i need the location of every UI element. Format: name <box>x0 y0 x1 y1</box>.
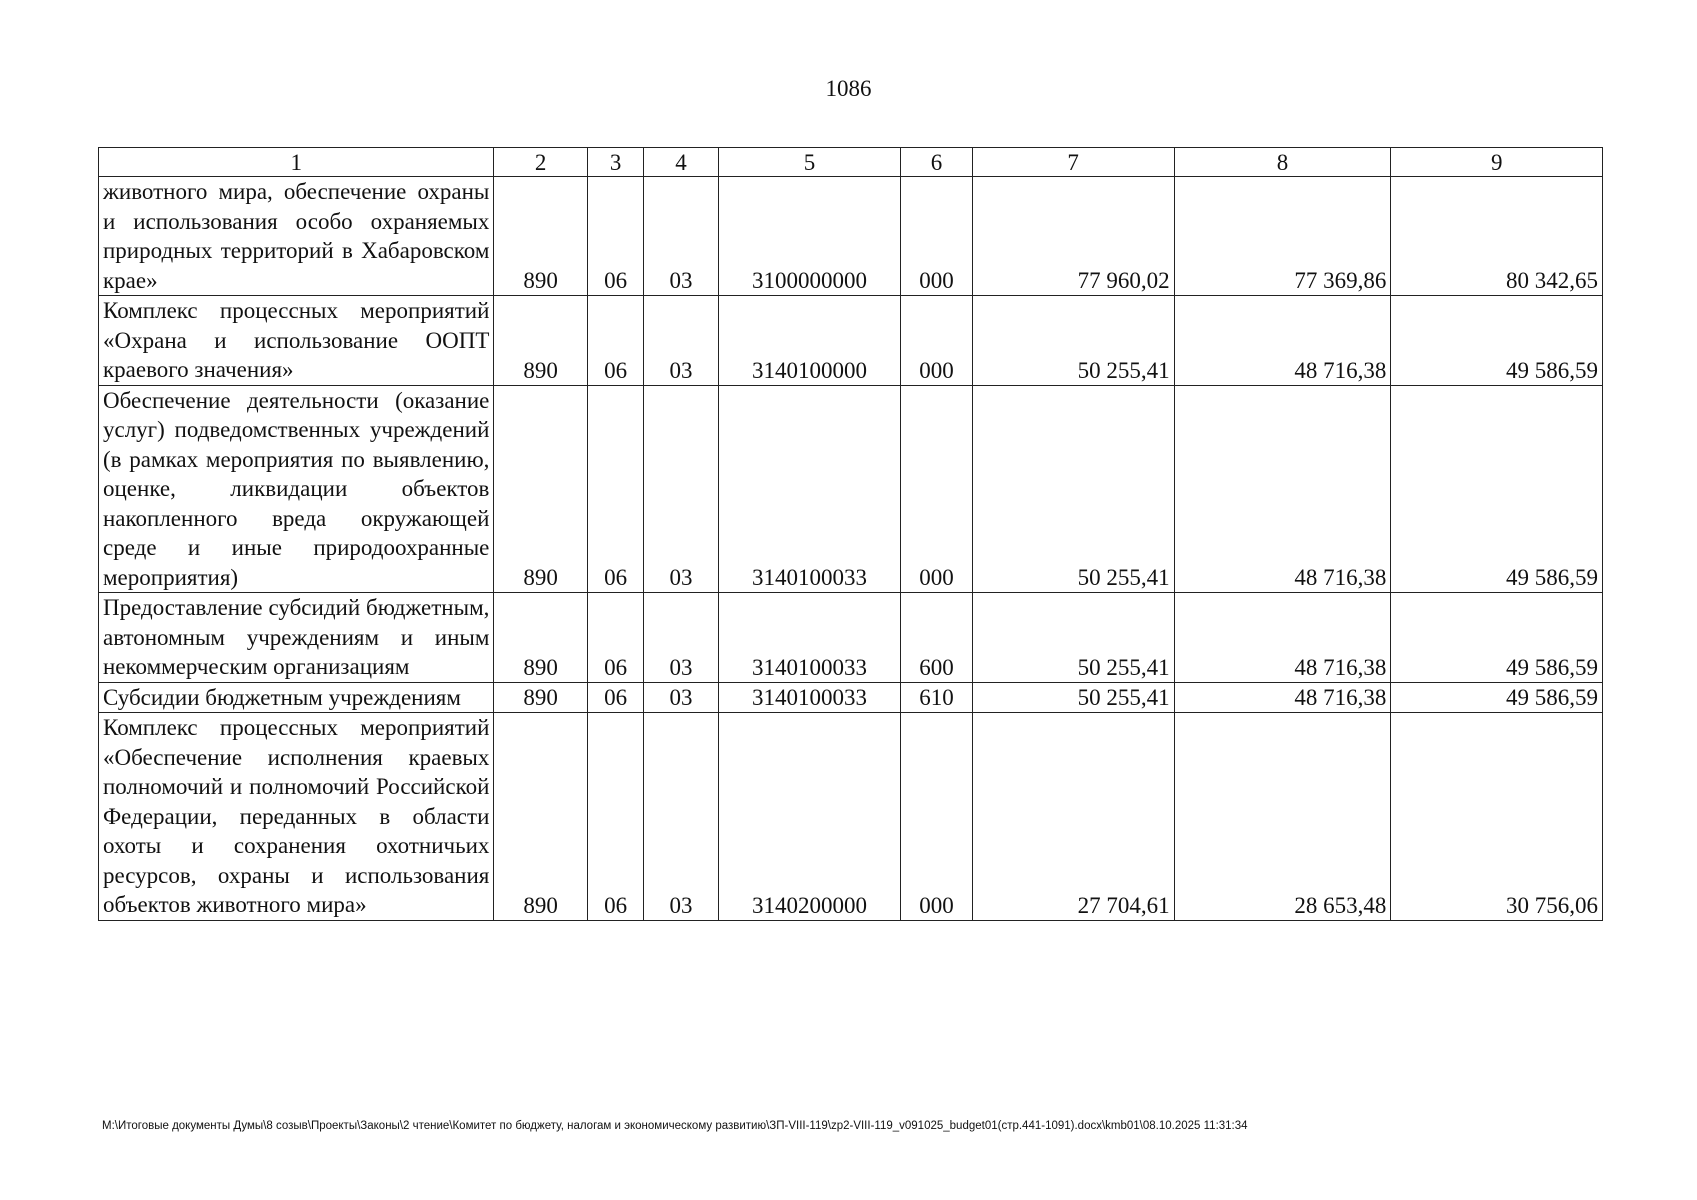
subsection-code: 03 <box>644 713 718 921</box>
ministry-code: 890 <box>494 385 588 593</box>
amount-column-7: 50 255,41 <box>972 296 1174 386</box>
expense-type-code: 000 <box>901 713 972 921</box>
column-header: 3 <box>587 148 643 177</box>
subsection-code: 03 <box>644 593 718 683</box>
ministry-code: 890 <box>494 177 588 296</box>
amount-column-8: 48 716,38 <box>1174 296 1391 386</box>
ministry-code: 890 <box>494 296 588 386</box>
amount-column-7: 50 255,41 <box>972 682 1174 713</box>
expense-type-code: 600 <box>901 593 972 683</box>
table-row <box>99 713 1603 921</box>
subsection-code: 03 <box>644 296 718 386</box>
subsection-code: 03 <box>644 682 718 713</box>
amount-column-8: 28 653,48 <box>1174 713 1391 921</box>
amount-column-8: 48 716,38 <box>1174 682 1391 713</box>
target-article-code: 3140100000 <box>718 296 901 386</box>
section-code: 06 <box>587 385 643 593</box>
amount-column-9: 49 586,59 <box>1391 296 1603 386</box>
column-header: 2 <box>494 148 588 177</box>
table-row <box>99 177 1603 296</box>
target-article-code: 3140100033 <box>718 385 901 593</box>
ministry-code: 890 <box>494 593 588 683</box>
row-description: животного мира, обеспечение охраны и использования особо охраняемых природных территорий в Хабаровском крае» <box>99 177 494 296</box>
amount-column-9: 49 586,59 <box>1391 593 1603 683</box>
row-description: Предоставление субсидий бюджетным, автономным учреждениям и иным некоммерческим организациям <box>99 593 494 683</box>
budget-table <box>98 147 1603 921</box>
column-header: 9 <box>1391 148 1603 177</box>
amount-column-9: 49 586,59 <box>1391 385 1603 593</box>
row-description: Субсидии бюджетным учреждениям <box>99 682 494 713</box>
ministry-code: 890 <box>494 682 588 713</box>
column-header: 5 <box>718 148 901 177</box>
section-code: 06 <box>587 682 643 713</box>
section-code: 06 <box>587 177 643 296</box>
amount-column-7: 27 704,61 <box>972 713 1174 921</box>
amount-column-8: 77 369,86 <box>1174 177 1391 296</box>
column-header: 6 <box>901 148 972 177</box>
subsection-code: 03 <box>644 385 718 593</box>
column-header: 7 <box>972 148 1174 177</box>
column-number-header-row <box>99 148 1603 177</box>
target-article-code: 3140100033 <box>718 682 901 713</box>
row-description: Комплекс процессных мероприятий «Охрана и использование ООПТ краевого значения» <box>99 296 494 386</box>
row-description: Комплекс процессных мероприятий «Обеспечение исполнения краевых полномочий и полномочий Российской Федерации, переданных в области охоты и сохранения охотничьих ресурсов, охраны и использования объектов животного мира» <box>99 713 494 921</box>
column-header: 4 <box>644 148 718 177</box>
amount-column-8: 48 716,38 <box>1174 593 1391 683</box>
expense-type-code: 000 <box>901 177 972 296</box>
table-row <box>99 682 1603 713</box>
target-article-code: 3140200000 <box>718 713 901 921</box>
subsection-code: 03 <box>644 177 718 296</box>
table-row <box>99 593 1603 683</box>
ministry-code: 890 <box>494 713 588 921</box>
row-description: Обеспечение деятельности (оказание услуг) подведомственных учреждений (в рамках мероприятия по выявлению, оценке, ликвидации объектов накопленного вреда окружающей среде и иные природоохранные мероприятия) <box>99 385 494 593</box>
expense-type-code: 000 <box>901 296 972 386</box>
amount-column-9: 49 586,59 <box>1391 682 1603 713</box>
footer-file-path: M:\Итоговые документы Думы\8 созыв\Проекты\Законы\2 чтение\Комитет по бюджету, налогам и экономическому развитию\ЗП-VIII-119\zp2-VIII-119_v091025_budget01(стр.441-1091).docx\kmb01\08.10.2025 11:31:34 <box>102 1120 1248 1132</box>
target-article-code: 3100000000 <box>718 177 901 296</box>
amount-column-7: 50 255,41 <box>972 385 1174 593</box>
section-code: 06 <box>587 296 643 386</box>
expense-type-code: 610 <box>901 682 972 713</box>
table-row <box>99 296 1603 386</box>
table-row <box>99 385 1603 593</box>
amount-column-9: 30 756,06 <box>1391 713 1603 921</box>
amount-column-7: 50 255,41 <box>972 593 1174 683</box>
target-article-code: 3140100033 <box>718 593 901 683</box>
page-number: 1086 <box>825 76 872 101</box>
section-code: 06 <box>587 593 643 683</box>
amount-column-7: 77 960,02 <box>972 177 1174 296</box>
amount-column-9: 80 342,65 <box>1391 177 1603 296</box>
amount-column-8: 48 716,38 <box>1174 385 1391 593</box>
section-code: 06 <box>587 713 643 921</box>
expense-type-code: 000 <box>901 385 972 593</box>
column-header: 1 <box>99 148 494 177</box>
column-header: 8 <box>1174 148 1391 177</box>
